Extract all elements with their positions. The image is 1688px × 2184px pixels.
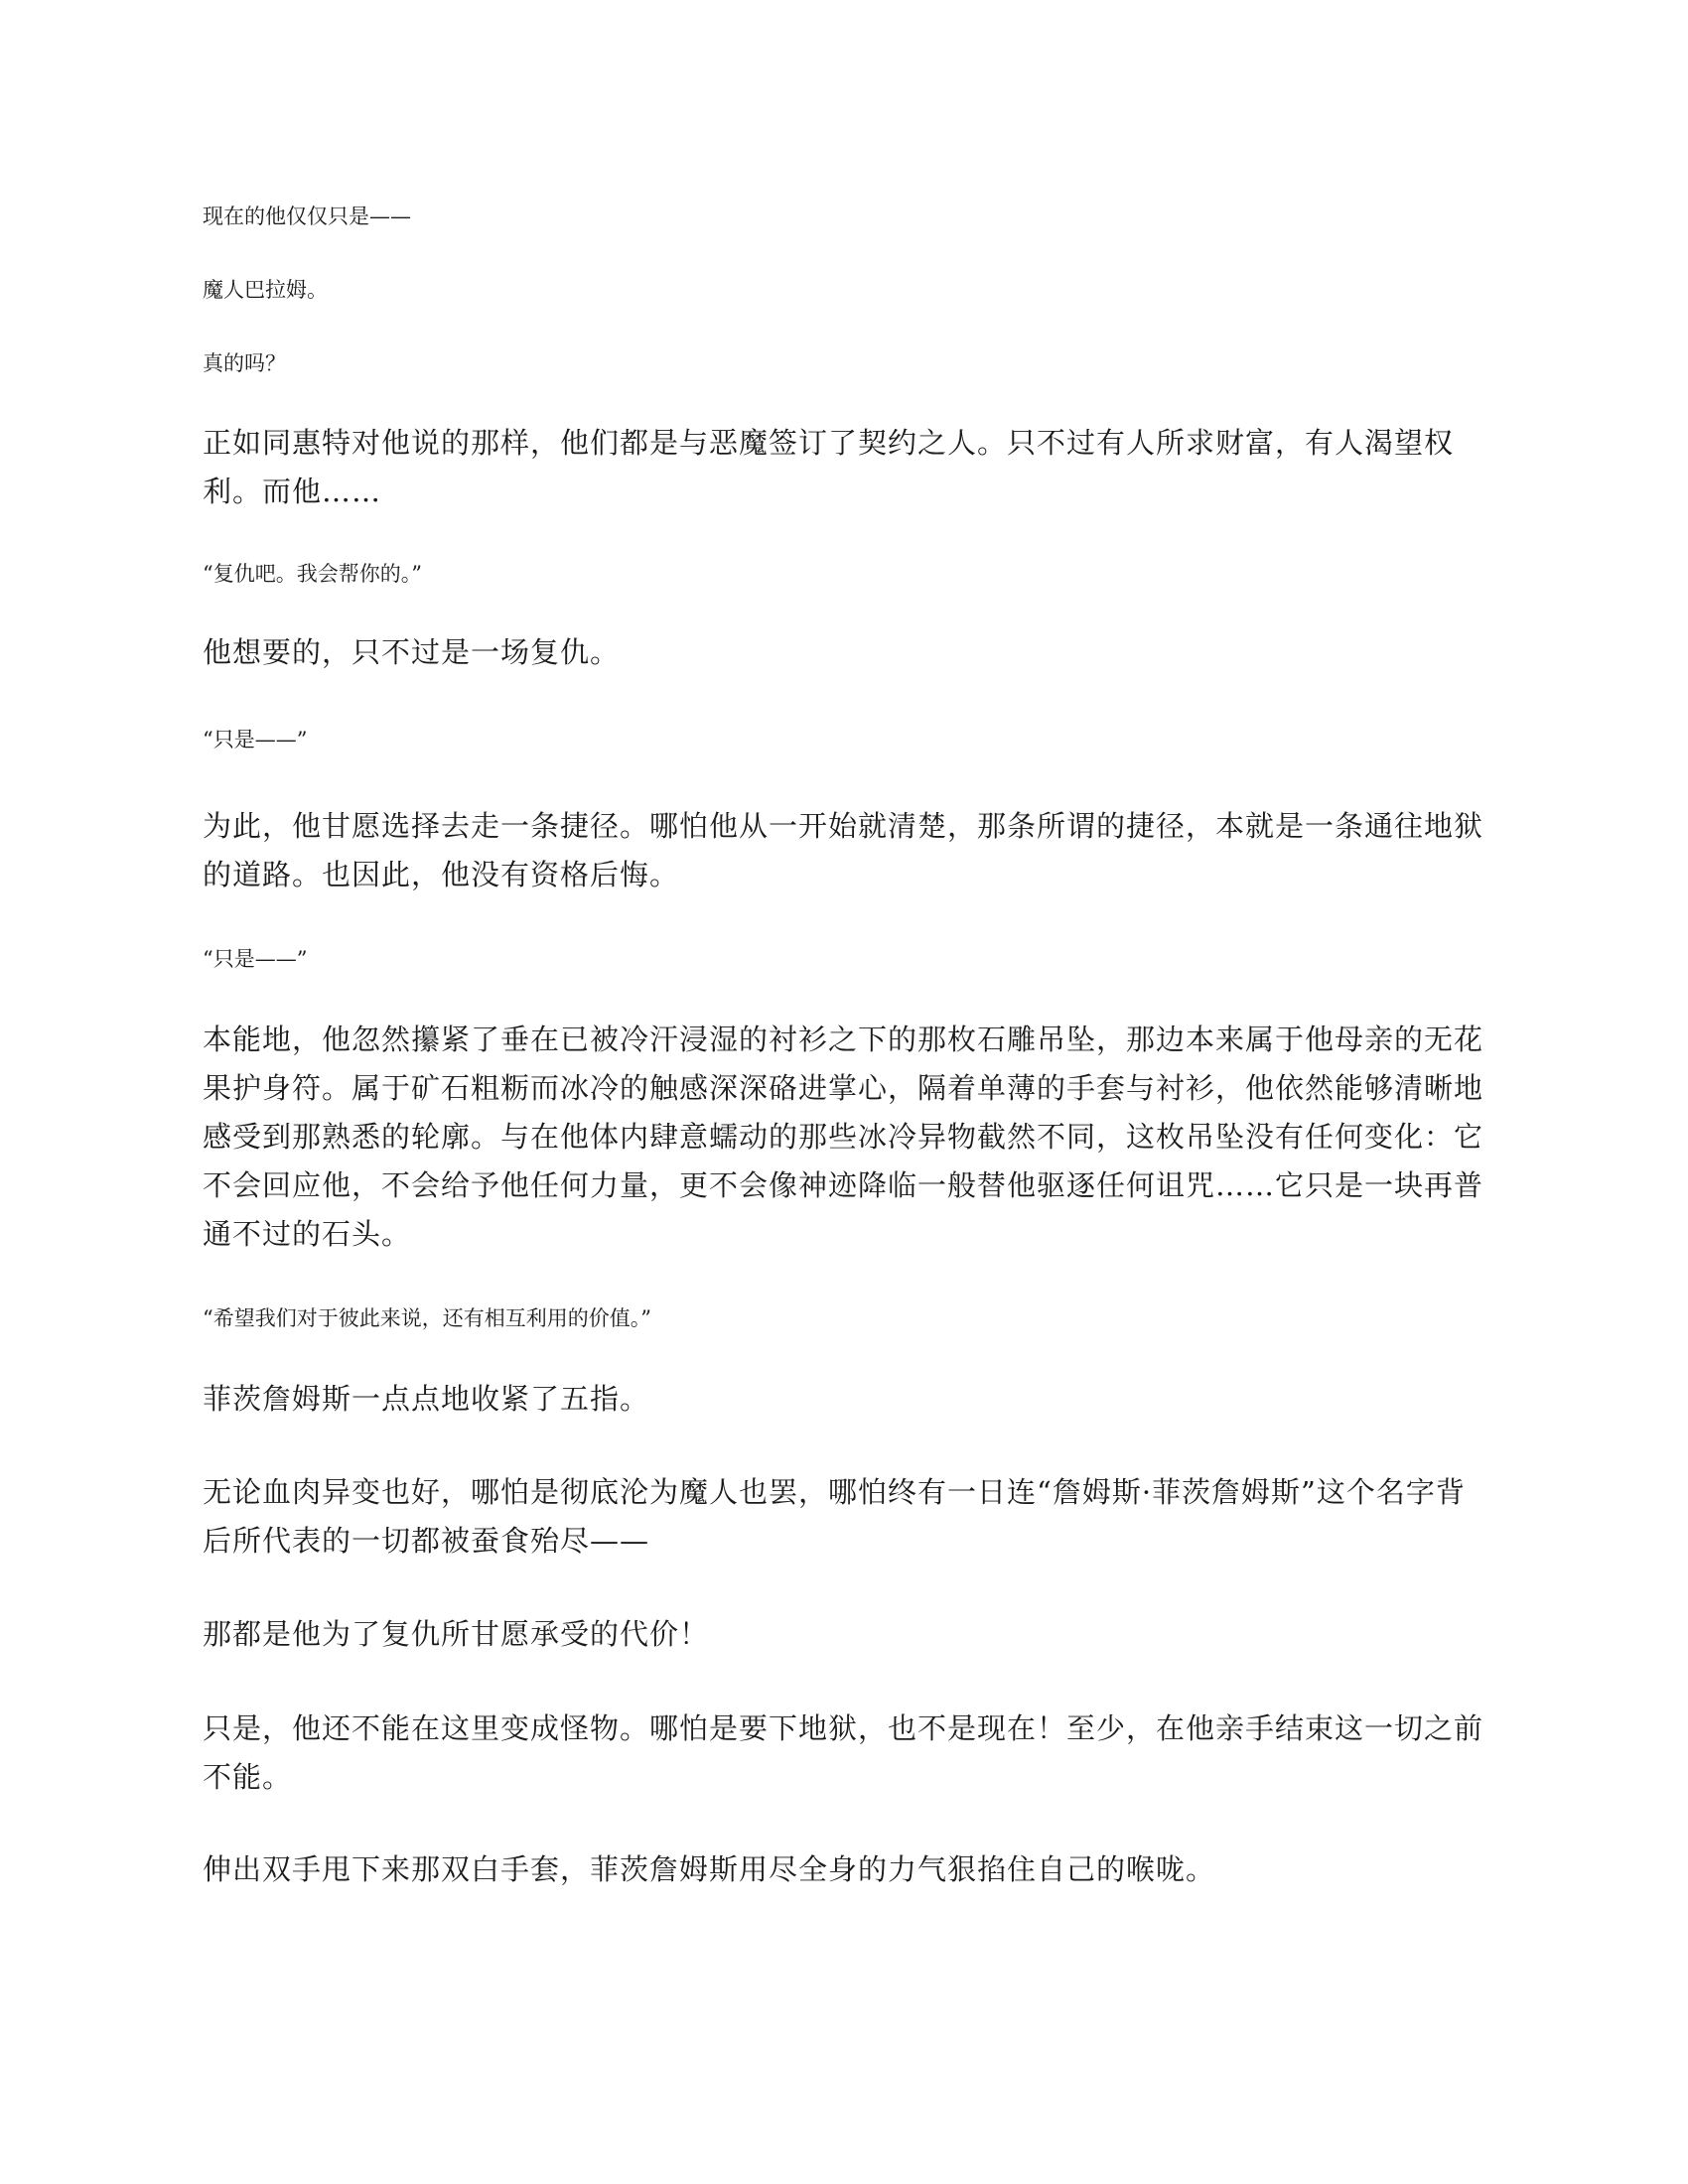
paragraph-10: 本能地，他忽然攥紧了垂在已被冷汗浸湿的衬衫之下的那枚石雕吊坠，那边本来属于他母亲的无花果护身符。属于矿石粗粝而冰冷的触感深深硌进掌心，隔着单薄的手套与衬衫，他依然能够清晰地感受到那熟悉的轮廓。与在他体内肆意蠕动的那些冰冷异物截然不同，这枚吊坠没有任何变化：它不会回应他，不会给予他任何力量，更不会像神迹降临一般替他驱逐任何诅咒……它只是一块再普通不过的石头。: [203, 1023, 1484, 1251]
paragraph-12: 菲茨詹姆斯一点点地收紧了五指。: [203, 1382, 650, 1416]
paragraph-9-quote: “只是——”: [203, 947, 308, 971]
paragraph-1: 现在的他仅仅只是——: [203, 205, 411, 228]
paragraph-16: 伸出双手甩下来那双白手套，菲茨詹姆斯用尽全身的力气狠掐住自己的喉咙。: [203, 1852, 1216, 1886]
paragraph-7-quote: “只是——”: [203, 728, 308, 751]
paragraph-5-quote: “复仇吧。我会帮你的。”: [203, 562, 422, 586]
paragraph-2: 魔人巴拉姆。: [203, 278, 328, 302]
paragraph-15: 只是，他还不能在这里变成怪物。哪怕是要下地狱，也不是现在！至少，在他亲手结束这一切之前不能。: [203, 1711, 1484, 1794]
paragraph-4: 正如同惠特对他说的那样，他们都是与恶魔签订了契约之人。只不过有人所求财富，有人渴望权利。而他……: [203, 426, 1455, 508]
paragraph-8: 为此，他甘愿选择去走一条捷径。哪怕他从一开始就清楚，那条所谓的捷径，本就是一条通往地狱的道路。也因此，他没有资格后悔。: [203, 809, 1484, 891]
paragraph-3: 真的吗？: [203, 351, 286, 375]
paragraph-13: 无论血肉异变也好，哪怕是彻底沦为魔人也罢，哪怕终有一日连“詹姆斯·菲茨詹姆斯”这个名字背后所代表的一切都被蚕食殆尽——: [203, 1475, 1466, 1558]
paragraph-6: 他想要的，只不过是一场复仇。: [203, 635, 621, 669]
paragraph-11-quote: “希望我们对于彼此来说，还有相互利用的价值。”: [203, 1306, 651, 1330]
paragraph-14: 那都是他为了复仇所甘愿承受的代价！: [203, 1617, 710, 1651]
